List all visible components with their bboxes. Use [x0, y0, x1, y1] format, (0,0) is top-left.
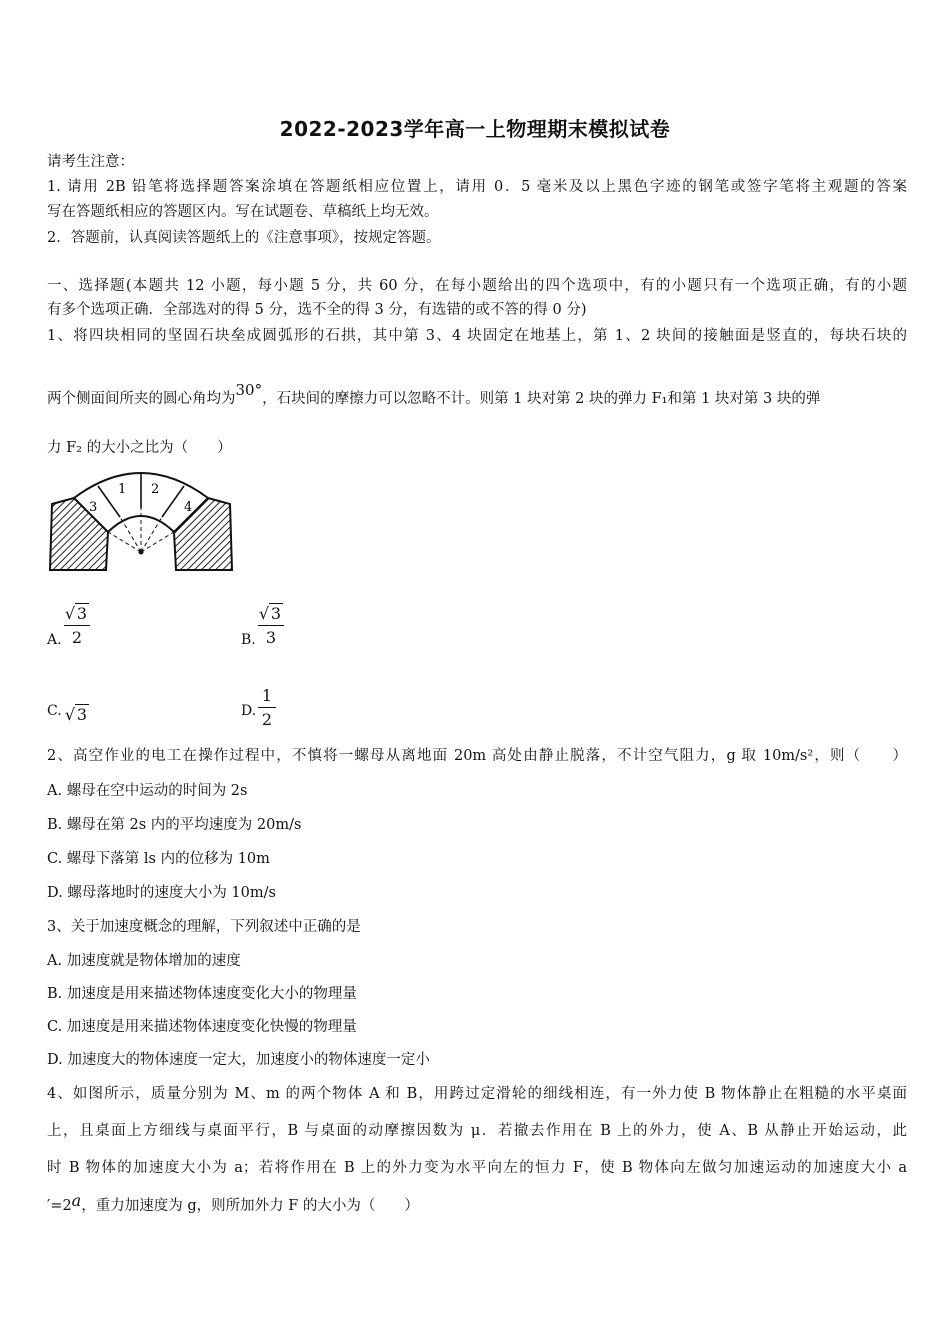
question-1-line-2-part-a: 两个侧面间所夹的圆心角均为 — [47, 391, 236, 407]
question-1-line-1: 1、将四块相同的坚固石块垒成圆弧形的石拱，其中第 3、4 块固定在地基上，第 1、2 块间的接触面是竖直的，每块石块的 — [47, 328, 907, 344]
question-1-line-3: 力 F₂ 的大小之比为（ ） — [47, 440, 232, 456]
question-3-option-c: C. 加速度是用来描述物体速度变化快慢的物理量 — [47, 1019, 357, 1035]
q1-option-a-fraction: √ 3 2 — [64, 604, 90, 647]
q1-option-b-denominator: 3 — [265, 628, 277, 647]
question-4-line-4 — [47, 1191, 907, 1216]
question-2-option-b: B. 螺母在第 2s 内的平均速度为 20m/s — [47, 817, 302, 833]
block-label-1: 1 — [118, 482, 127, 497]
question-4-line-4-part-b: ，重力加速度为 g，则所加外力 F 的大小为（ ） — [81, 1198, 419, 1214]
block-label-4: 4 — [184, 500, 193, 515]
notice-heading: 请考生注意： — [47, 154, 134, 170]
q1-option-d-fraction — [258, 686, 276, 729]
q1-option-b-numerator: 3 — [270, 604, 282, 623]
question-1-line-2 — [47, 381, 907, 409]
q1-option-a-numerator: 3 — [76, 604, 88, 623]
question-1-line-2-part-b: ，石块间的摩擦力可以忽略不计。则第 1 块对第 2 块的弹力 F₁和第 1 块对第 3 块的弹 — [262, 391, 821, 407]
question-3-stem: 3、关于加速度概念的理解，下列叙述中正确的是 — [47, 919, 361, 935]
q1-option-a-label: A. — [47, 632, 62, 648]
question-4-line-3: 时 B 物体的加速度大小为 a；若将作用在 B 上的外力变为水平向左的恒力 F，使 B 物体向左做匀加速运动的加速度大小 a — [47, 1160, 907, 1176]
q1-option-c-label: C. — [47, 703, 62, 719]
acceleration-symbol: a — [71, 1191, 82, 1210]
block-label-2: 2 — [151, 482, 160, 497]
angle-value: 30° — [235, 381, 263, 399]
stone-arch-figure — [46, 470, 236, 576]
question-3-option-a: A. 加速度就是物体增加的速度 — [47, 953, 241, 969]
q1-option-d-numerator: 1 — [261, 686, 273, 705]
notice-item-1-line-1: 1. 请用 2B 铅笔将选择题答案涂填在答题纸相应位置上，请用 0．5 毫米及以上黑色字迹的钢笔或签字笔将主观题的答案 — [47, 179, 907, 195]
q1-option-c-value: √ 3 — [64, 705, 88, 724]
question-2-option-d: D. 螺母落地时的速度大小为 10m/s — [47, 885, 276, 901]
q1-option-d-denominator: 2 — [261, 710, 273, 729]
q1-option-a-denominator: 2 — [71, 628, 83, 647]
page-title: 2022-2023学年高一上物理期末模拟试卷 — [279, 117, 671, 141]
question-3-option-b: B. 加速度是用来描述物体速度变化大小的物理量 — [47, 986, 357, 1002]
question-3-option-d: D. 加速度大的物体速度一定大，加速度小的物体速度一定小 — [47, 1052, 430, 1068]
question-2-option-c: C. 螺母下落第 ls 内的位移为 10m — [47, 851, 270, 867]
notice-item-2: 2．答题前，认真阅读答题纸上的《注意事项》，按规定答题。 — [47, 230, 441, 246]
q1-option-b-fraction: √ 3 3 — [258, 604, 284, 647]
section-instructions-line-1: 一、选择题(本题共 12 小题，每小题 5 分，共 60 分，在每小题给出的四个选项中，有的小题只有一个选项正确，有的小题 — [47, 278, 907, 294]
notice-item-1-line-2: 写在答题纸相应的答题区内。写在试题卷、草稿纸上均无效。 — [47, 204, 439, 220]
q1-option-b-label: B. — [241, 632, 256, 648]
question-4-line-4-part-a: ′=2 — [47, 1198, 72, 1214]
q1-option-c-radicand: 3 — [76, 705, 88, 724]
question-2-option-a: A. 螺母在空中运动的时间为 2s — [47, 783, 248, 799]
question-4-line-1: 4、如图所示，质量分别为 M、m 的两个物体 A 和 B，用跨过定滑轮的细线相连，有一外力使 B 物体静止在粗糙的水平桌面 — [47, 1086, 907, 1102]
question-2-stem: 2、高空作业的电工在操作过程中，不慎将一螺母从离地面 20m 高处由静止脱落，不计空气阻力，g 取 10m/s²，则（ ） — [47, 748, 907, 764]
question-4-line-2: 上，且桌面上方细线与桌面平行，B 与桌面的动摩擦因数为 μ．若撤去作用在 B 上的外力，使 A、B 从静止开始运动，此 — [47, 1123, 907, 1139]
section-instructions-line-2: 有多个选项正确．全部选对的得 5 分，选不全的得 3 分，有选错的或不答的得 0 分) — [47, 302, 587, 318]
q1-option-d-label: D. — [241, 703, 257, 719]
block-label-3: 3 — [89, 500, 98, 515]
